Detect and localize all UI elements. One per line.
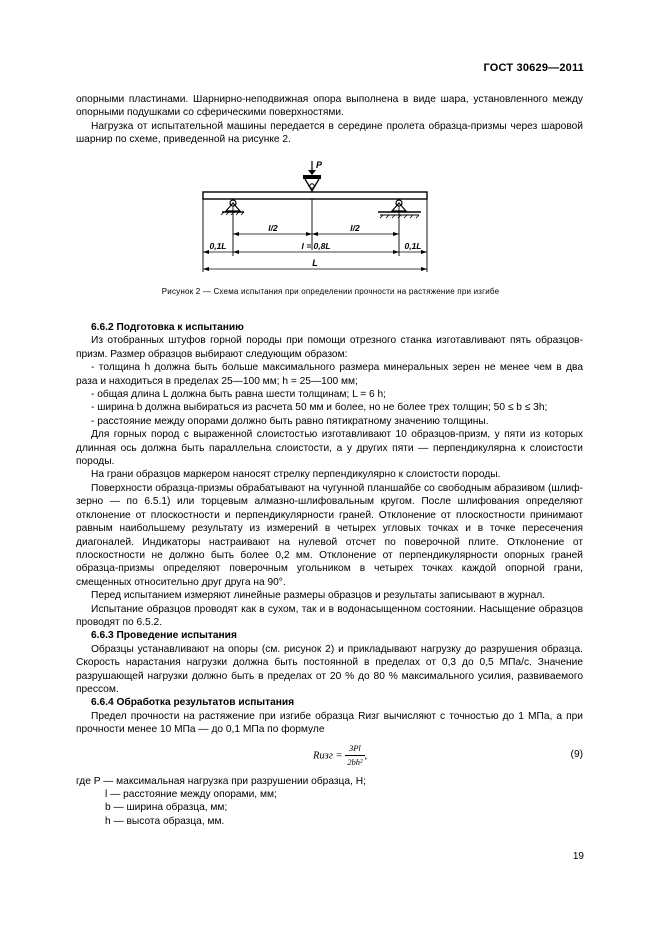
paragraph: Перед испытанием измеряют линейные размеры образцов и результаты записывают в журнал. [91, 590, 546, 602]
formula-expression [313, 742, 367, 770]
section-heading: 6.6.2 Подготовка к испытанию [91, 322, 244, 333]
right-support [378, 200, 421, 218]
total-length-label: L [312, 258, 318, 268]
list-item: - расстояние между опорами должно быть равно пятикратному значению толщины. [91, 415, 489, 427]
section-heading: 6.6.3 Проведение испытания [91, 630, 237, 642]
formula-numerator: 3Pl [345, 742, 364, 756]
paragraph: опорными пластинами. Шарнирно-неподвижная опора выполнена в виде шара, установленного между опорными подушками со сферическими поверхностями. [76, 94, 583, 119]
formula-fraction [345, 742, 364, 770]
load-plate [303, 175, 321, 179]
load-arrow-head [308, 170, 316, 175]
left-support [221, 200, 244, 215]
section-heading: 6.6.4 Обработка результатов испытания [91, 697, 295, 709]
variable-line: где P — максимальная нагрузка при разрушении образца, Н; [76, 775, 366, 787]
span-label: l = 0,8L [301, 241, 331, 251]
overhang-label: 0,1L [209, 241, 227, 251]
paragraph: Поверхности образца-призмы обрабатывают на чугунной планшайбе со свободным абразивом (шлиф-зерно — по 6.5.1) или торцевым алмазно-шлифовальным кругом. После шлифования определяют отклонение от плоскостности и перпендикулярности граней. Отклонение от плоскостности принимают равным наибольшему результату из измерений в четырех угловых точках и в точке пересечения диагоналей. Индикаторы настраивают на нулевой отсчет по поверочной плите. Отклонение от плоскостности не должно быть более 0,2 мм. Отклонение от перпендикулярности опорных граней образца-призмы определяют поверочным угольником в четырех точках каждой опорной грани, смещенных относительно друг друга на 90°. [76, 482, 583, 588]
bending-test-diagram [195, 158, 435, 276]
formula-denominator: 2bh² [347, 757, 363, 767]
paragraph: Из отобранных штуфов горной породы при помощи отрезного станка изготавливают пять образцов-призм. Размер образцов выбирают следующим образом: [76, 335, 583, 360]
list-item: - общая длина L должна быть равна шести толщинам; L = 6 h; [91, 389, 387, 401]
intro-text [76, 93, 583, 147]
equation-number: (9) [570, 748, 583, 760]
paragraph: Для горных пород с выраженной слоистостью изготавливают 10 образцов-призм, у пяти из которых длинная ось должна быть параллельна слоистости, а у других пяти — перпендикулярна к слоистости породы. [76, 429, 583, 468]
standard-number: ГОСТ 30629—2011 [483, 62, 584, 74]
list-item: - толщина h должна быть больше максимального размера минеральных зерен не менее чем в два раза и находиться в пределах 25—100 мм; h = 25—100 мм; [76, 362, 583, 387]
paragraph: Нагрузка от испытательной машины передается в середине пролета образца-призмы через шаровой шарнир по схеме, приведенной на рисунке 2. [76, 120, 583, 146]
figure-caption: Рисунок 2 — Схема испытания при определении прочности на растяжение при изгибе [161, 287, 500, 296]
list-item: - ширина b должна выбираться из расчета 50 мм и более, но не более трех толщин; 50 ≤ b ≤ 3h; [91, 402, 548, 414]
ball-hinge [305, 179, 319, 191]
variable-line: b — ширина образца, мм; [105, 802, 228, 814]
variable-definitions [76, 775, 583, 829]
section-6-6-2 [76, 321, 583, 828]
variable-line: h — высота образца, мм. [105, 815, 225, 827]
paragraph: Предел прочности на растяжение при изгибе образца Rизг вычисляют с точностью до 1 МПа, а при прочности менее 10 МПа — до 0,1 МПа по формуле [76, 710, 583, 736]
formula-lhs: Rизг = [313, 749, 343, 761]
formula-9 [76, 739, 583, 773]
paragraph: На грани образцов маркером наносят стрелку перпендикулярно к слоистости породы. [91, 469, 501, 481]
half-span-label: l/2 [268, 223, 278, 233]
page-number: 19 [572, 851, 584, 862]
paragraph: Испытание образцов проводят как в сухом, так и в водонасыщенном состоянии. Насыщение образцов проводят по 6.5.2. [76, 603, 583, 628]
formula-tail: , [364, 749, 368, 761]
load-label: P [316, 160, 323, 170]
specimen-prism [203, 192, 427, 199]
paragraph: Образцы устанавливают на опоры (см. рисунок 2) и прикладывают нагрузку до разрушения образца. Скорость нарастания нагрузки должна быть постоянной в пределах от 0,3 до 0,5 МПа/с. Значение разрушающей нагрузки должно быть в пределах от 20 % до 80 % максимального усилия, развиваемого прессом. [76, 643, 583, 695]
half-span-label: l/2 [350, 223, 360, 233]
variable-line: l — расстояние между опорами, мм; [105, 789, 277, 800]
overhang-label: 0,1L [404, 241, 422, 251]
